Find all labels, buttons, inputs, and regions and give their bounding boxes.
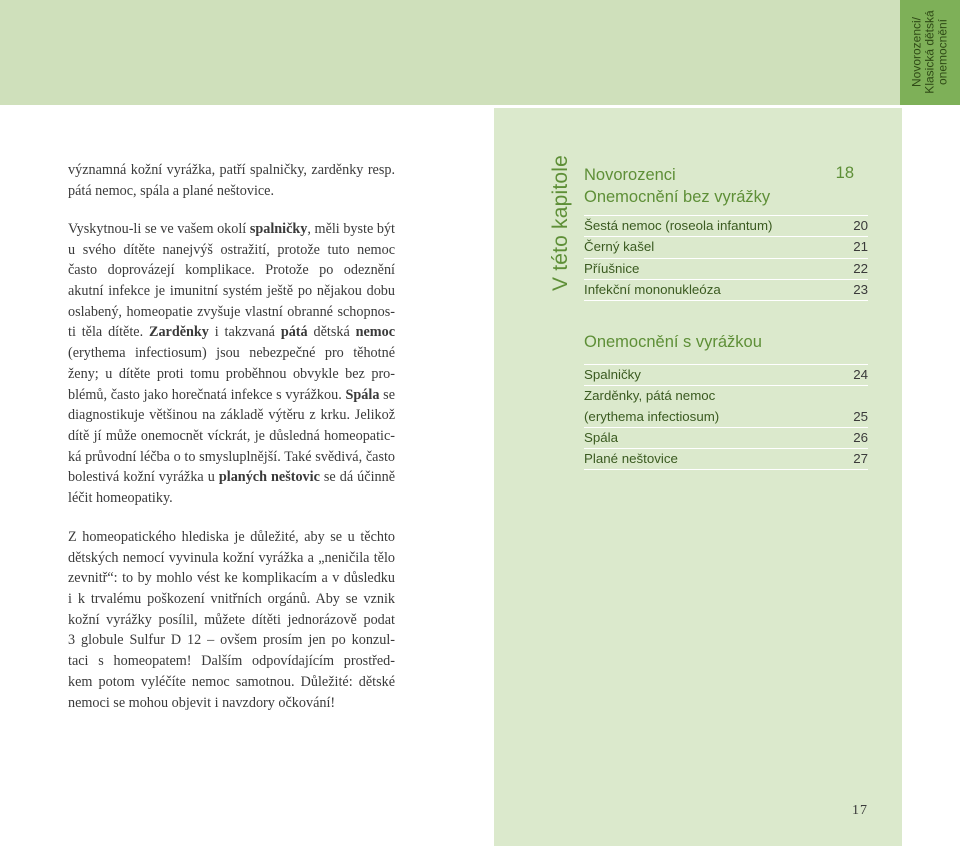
text-run: často doprovázejí komplikace. Protože po odeznění: [68, 262, 395, 279]
toc-entry-label: Šestá nemoc (roseola infantum): [584, 218, 773, 233]
toc-entry[interactable]: [584, 428, 868, 449]
header-band: [0, 0, 900, 105]
text-run: léčit homeopatiky.: [68, 489, 173, 506]
toc-entry-page: 20: [853, 218, 868, 233]
toc-entry[interactable]: [584, 237, 868, 258]
text-line: [68, 467, 395, 488]
toc-entry-page: 24: [853, 367, 868, 382]
body-paragraph-2: [68, 219, 395, 509]
text-line: [68, 385, 395, 406]
toc-list-1: [584, 215, 868, 301]
toc-entry-label: Příušnice: [584, 260, 640, 276]
bold-term: Spála: [345, 386, 380, 403]
text-line: [68, 364, 395, 385]
toc-entry-page: 22: [853, 260, 868, 276]
text-line: [68, 219, 395, 240]
text-line: [68, 426, 395, 447]
bold-term: planých neštovic: [218, 469, 320, 486]
text-line: zevnitř“: to by mohlo vést ke komplikacím a v důsledku: [68, 570, 395, 587]
text-line: taci s homeopatem! Dalším odpovídajícím prostřed-: [68, 653, 395, 670]
text-line: [68, 260, 395, 281]
page-number: 17: [852, 803, 868, 818]
text-run: se dá účinně: [319, 469, 396, 486]
toc-section-1-page: 18: [835, 164, 854, 182]
toc-section-1-title[interactable]: Novorozenci: [584, 166, 676, 184]
text-run: se: [379, 386, 395, 403]
toc-entry-page: 26: [853, 429, 868, 445]
text-run: dětská: [307, 324, 356, 341]
toc-entry-page: 25: [853, 408, 868, 424]
bold-term: pátá: [280, 324, 308, 341]
text-line: [68, 447, 395, 468]
body-paragraph-3: [68, 527, 395, 713]
text-run: diagnostikuje většinou na základě výtěru z krku. Jelikož: [68, 407, 395, 424]
text-line: Z homeopatického hlediska je důležité, aby se u těchto: [68, 529, 395, 545]
text-line: 3 globule Sulfur D 12 – ovšem prosím jen po konzul-: [68, 632, 395, 649]
text-run: bolestivá kožní vyrážka u: [68, 469, 219, 486]
toc-entry[interactable]: [584, 407, 868, 428]
text-line: [68, 343, 395, 364]
bold-term: Zarděnky: [148, 324, 209, 341]
text-run: (erythema infectiosum) jsou nebezpečné pro těhotné: [68, 345, 395, 362]
toc-entry-label: Černý kašel: [584, 239, 655, 255]
text-line: kem potom vyléčíte nemoc samotnou. Důležité: dětské: [68, 673, 395, 690]
toc-entry[interactable]: [584, 216, 868, 237]
toc-entry[interactable]: [584, 449, 868, 470]
toc-entry[interactable]: [584, 259, 868, 280]
toc-entry[interactable]: [584, 280, 868, 301]
text-line: [68, 488, 395, 509]
text-line: kožní vyrážky posílil, můžete dítěti jednorázově podat: [68, 611, 395, 628]
toc-section-1: [584, 164, 868, 301]
section-tab-line: onemocnění: [935, 18, 950, 86]
text-line: [68, 302, 395, 323]
text-run: ká průvodní léčba o to smysluplnější. Také svědivá, často: [68, 448, 395, 465]
text-run: akutní infekce je imunitní systém ještě po nějakou dobu: [68, 283, 395, 300]
section-tab-line: Klasická dětská: [922, 10, 937, 94]
text-run: Vyskytnou-li se ve vašem okolí: [68, 221, 250, 237]
text-run: oslabený, homeopatie zvyšuje vlastní obranné schopnos-: [68, 303, 395, 320]
toc-list-2: [584, 364, 868, 470]
toc-entry-label: Spalničky: [584, 367, 641, 382]
text-line: významná kožní vyrážka, patří spalničky, zarděnky resp.: [68, 162, 395, 178]
toc-section-2-title[interactable]: Onemocnění s vyrážkou: [584, 333, 762, 351]
text-line: dětských nemocí vyvinula kožní vyrážka a „neničila tělo: [68, 549, 395, 566]
text-line: [68, 405, 395, 426]
chapter-vertical-title: V této kapitole: [549, 154, 572, 292]
text-run: , měli byste být: [307, 221, 395, 237]
text-line: [68, 240, 395, 261]
toc-entry-label: Spála: [584, 429, 619, 445]
text-run: u svého dítěte nanejvýš ostražití, protože tuto nemoc: [68, 241, 395, 258]
toc-entry-label: Zarděnky, pátá nemoc: [584, 388, 716, 404]
toc-section-1-subtitle[interactable]: Onemocnění bez vyrážky: [584, 188, 771, 206]
section-tab-line: Novorozenci/: [909, 16, 924, 88]
text-run: blémů, často jako horečnatá infekce s vyrážkou.: [68, 386, 346, 403]
toc-entry[interactable]: [584, 365, 868, 386]
toc-entry-label: Infekční mononukleóza: [584, 281, 721, 297]
text-line: pátá nemoc, spála a plané neštovice.: [68, 182, 275, 199]
toc-entry-page: 27: [853, 451, 868, 467]
text-run: ženy; u dítěte proti tomu proběhnou obvykle bez pro-: [68, 365, 395, 382]
toc-entry-page: 23: [853, 281, 868, 297]
toc-section-2: [584, 331, 868, 470]
text-line: [68, 322, 395, 343]
text-run: dítě jí může onemocnět víckrát, je důsledná homeopatic-: [68, 427, 395, 444]
text-run: i takzvaná: [208, 324, 281, 341]
body-paragraph-1: [68, 160, 395, 201]
text-line: i k trvalému poškození vnitřních orgánů. Aby se vznik: [68, 591, 395, 608]
toc-entry-page: 21: [853, 239, 868, 255]
text-run: ti těla dítěte.: [68, 324, 149, 341]
toc-entry-label: Plané neštovice: [584, 451, 678, 467]
text-line: nemoci se mohou objevit i navzdory očkování!: [68, 694, 336, 711]
text-line: [68, 281, 395, 302]
bold-term: nemoc: [355, 324, 395, 341]
section-tab-label: [911, 10, 950, 93]
bold-term: spalničky: [249, 221, 308, 237]
toc-entry[interactable]: [584, 386, 868, 406]
toc-entry-label: (erythema infectiosum): [584, 408, 720, 424]
